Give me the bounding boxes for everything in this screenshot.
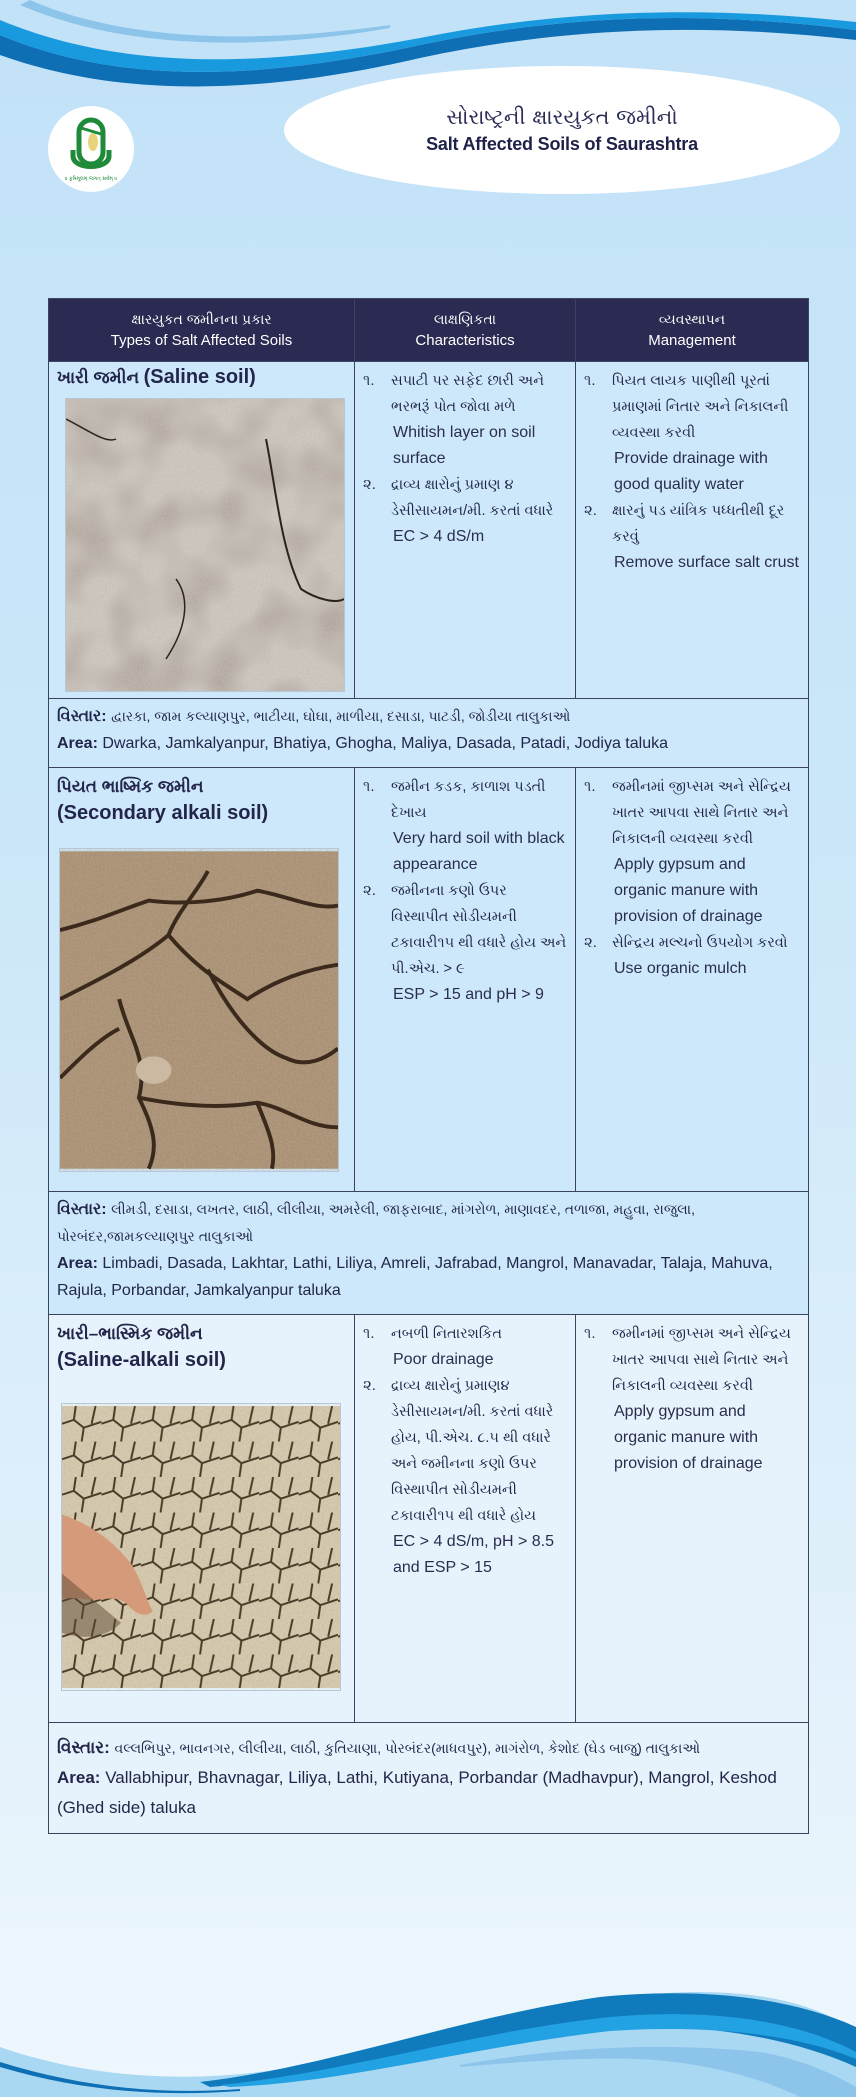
- management-gu: જમીનમાં જીપ્સમ અને સેન્દ્રિય ખાતર આપવા સાથે નિતાર અને નિકાલની વ્યવસ્થા કરવી: [612, 1326, 791, 1394]
- university-logo: [48, 106, 134, 192]
- table-row-saline-alkali-soil: [49, 1315, 809, 1723]
- characteristic-item: [363, 368, 567, 472]
- item-number: ૨.: [363, 476, 376, 493]
- saline-soil-photo: [65, 398, 345, 692]
- item-number: ૧.: [363, 372, 375, 389]
- area-cell: [49, 1192, 809, 1315]
- characteristic-item: [363, 472, 567, 550]
- characteristic-gu: સપાટી પર સફેદ છારી અને ભરભરૂં પોત જોવા મળે: [391, 373, 545, 415]
- column-header-gu: ક્ષારયુકત જમીનના પ્રકાર: [131, 311, 272, 327]
- soil-type-cell: [49, 768, 355, 1192]
- soil-type-cell: [49, 1315, 355, 1723]
- management-gu: સેન્દ્રિય મલ્ચનો ઉપયોગ કરવો: [612, 935, 788, 951]
- area-label-gu: વિસ્તાર:: [57, 1738, 110, 1757]
- characteristic-gu: નબળી નિતારશકિત: [391, 1326, 502, 1342]
- secondary-alkali-soil-photo: [59, 848, 339, 1172]
- area-cell: [49, 699, 809, 768]
- salt-soils-table: [48, 298, 809, 1834]
- soil-type-en: (Saline-alkali soil): [57, 1349, 226, 1371]
- characteristic-item: [363, 774, 567, 878]
- management-en: Apply gypsum and organic manure with provision of drainage: [614, 856, 763, 925]
- area-label-gu: વિસ્તાર:: [57, 1201, 107, 1218]
- column-header-en: Types of Salt Affected Soils: [110, 332, 293, 349]
- characteristic-gu: દ્રાવ્ય ક્ષારોનું પ્રમાણ ૪ ડેસીસાયમન/મી. કરતાં વધારે: [391, 477, 554, 519]
- logo-motto: ॥ કૃષિમૂલમ્ જગત્ સર્વમ્ ॥: [64, 176, 118, 182]
- title-gujarati: સોરાષ્ટ્રની ક્ષારયુકત જમીનો: [446, 105, 678, 129]
- characteristic-item: [363, 1321, 567, 1373]
- area-label-en: Area:: [57, 735, 98, 752]
- area-en: Limbadi, Dasada, Lakhtar, Lathi, Liliya, Amreli, Jafrabad, Mangrol, Manavadar, Talaja, Mahuva, Rajula, Porbandar, Jamkalyanpur taluka: [57, 1255, 773, 1299]
- characteristic-en: EC > 4 dS/m: [393, 528, 485, 545]
- table-header-row: [49, 299, 809, 362]
- item-number: ૨.: [584, 502, 597, 519]
- characteristic-item: [363, 878, 567, 1008]
- column-header-management: [576, 299, 809, 362]
- column-header-characteristics: [355, 299, 576, 362]
- management-en: Provide drainage with good quality water: [614, 450, 768, 493]
- characteristic-en: ESP > 15 and pH > 9: [393, 986, 544, 1003]
- column-header-en: Characteristics: [415, 332, 515, 349]
- area-en: Vallabhipur, Bhavnagar, Liliya, Lathi, Kutiyana, Porbandar (Madhavpur), Mangrol, Keshod (Ghed side) taluka: [57, 1768, 777, 1817]
- management-item: [584, 774, 800, 930]
- soil-type-gu: ખારી જમીન: [57, 368, 140, 387]
- item-number: ૧.: [584, 1325, 596, 1342]
- management-gu: જમીનમાં જીપ્સમ અને સેન્દ્રિય ખાતર આપવા સાથે નિતાર અને નિકાલની વ્યવસ્થા કરવી: [612, 779, 791, 847]
- characteristic-en: Poor drainage: [393, 1351, 494, 1368]
- item-number: ૧.: [584, 372, 596, 389]
- characteristic-gu: જમીન કડક, કાળાશ પડતી દેખાય: [391, 779, 546, 821]
- soil-type-title: [57, 364, 346, 392]
- characteristics-cell: [355, 768, 576, 1192]
- management-cell: [576, 362, 809, 699]
- bottom-wave-decoration: [0, 1987, 856, 2097]
- area-label-en: Area:: [57, 1255, 98, 1272]
- management-gu: ક્ષારનું પડ યાંત્રિક પધ્ધતીથી દૂર કરવું: [612, 503, 785, 545]
- soil-type-cell: [49, 362, 355, 699]
- characteristic-en: EC > 4 dS/m, pH > 8.5 and ESP > 15: [393, 1533, 554, 1576]
- characteristic-en: Very hard soil with black appearance: [393, 830, 565, 873]
- area-row-secondary-alkali-soil: [49, 1192, 809, 1315]
- soil-type-gu: ખારી–ભાસ્મિક જમીન: [57, 1324, 203, 1343]
- area-gu: દ્વારકા, જામ કલ્યાણપુર, ભાટીયા, ઘોઘા, માળીયા, દસાડા, પાટડી, જોડીયા તાલુકાઓ: [111, 708, 571, 724]
- area-cell: [49, 1723, 809, 1834]
- area-en: Dwarka, Jamkalyanpur, Bhatiya, Ghogha, Maliya, Dasada, Patadi, Jodiya taluka: [102, 735, 668, 752]
- management-en: Remove surface salt crust: [614, 554, 799, 571]
- item-number: ૧.: [363, 778, 375, 795]
- saline-alkali-soil-photo: [61, 1403, 341, 1691]
- characteristic-gu: જમીનના કણો ઉપર વિસ્થાપીત સોડીયમની ટકાવારી૧૫ થી વધારે હોય અને પી.એચ. > ૯: [391, 883, 567, 977]
- item-number: ૨.: [584, 934, 597, 951]
- area-gu: લીમડી, દસાડા, લખતર, લાઠી, લીલીયા, અમરેલી, જાફરાબાદ, માંગરોળ, માણાવદર, તળાજા, મહુવા, રાજુલા, પોરબંદર,જામકલ્યાણપુર તાલુકાઓ: [57, 1201, 696, 1244]
- area-gu: વલ્લભિપુર, ભાવનગર, લીલીયા, લાઠી, કુતિયાણા, પોરબંદર(માધવપુર), માગંરોળ, કેશોદ (ઘેડ બાજુ) તાલુકાઓ: [114, 1740, 701, 1756]
- item-number: ૧.: [584, 778, 596, 795]
- management-gu: પિયત લાયક પાણીથી પૂરતાં પ્રમાણમાં નિતાર અને નિકાલની વ્યવસ્થા કરવી: [612, 373, 789, 441]
- title-banner: [284, 66, 840, 194]
- soil-type-en: (Saline soil): [143, 366, 256, 388]
- characteristics-cell: [355, 1315, 576, 1723]
- management-cell: [576, 768, 809, 1192]
- characteristics-cell: [355, 362, 576, 699]
- management-item: [584, 498, 800, 576]
- characteristic-item: [363, 1373, 567, 1581]
- soil-type-gu: પિયત ભાષ્મિક જમીન: [57, 777, 204, 796]
- area-row-saline-alkali-soil: [49, 1723, 809, 1834]
- column-header-types: [49, 299, 355, 362]
- item-number: ૨.: [363, 1377, 376, 1394]
- management-en: Apply gypsum and organic manure with provision of drainage: [614, 1403, 763, 1472]
- management-item: [584, 1321, 800, 1477]
- logo-emblem-icon: [61, 114, 121, 184]
- table-row-secondary-alkali-soil: [49, 768, 809, 1192]
- item-number: ૨.: [363, 882, 376, 899]
- area-label-en: Area:: [57, 1768, 101, 1787]
- table-row-saline-soil: [49, 362, 809, 699]
- area-label-gu: વિસ્તાર:: [57, 708, 107, 725]
- area-row-saline-soil: [49, 699, 809, 768]
- characteristic-en: Whitish layer on soil surface: [393, 424, 536, 467]
- column-header-en: Management: [648, 332, 736, 349]
- management-cell: [576, 1315, 809, 1723]
- title-english: Salt Affected Soils of Saurashtra: [426, 134, 698, 154]
- column-header-gu: વ્યવસ્થાપન: [658, 311, 726, 327]
- management-item: [584, 930, 800, 982]
- column-header-gu: લાક્ષણિકતા: [433, 311, 497, 327]
- characteristic-gu: દ્રાવ્ય ક્ષારોનું પ્રમાણ૪ ડેસીસાયમન/મી. કરતાં વધારે હોય, પી.એચ. ૮.૫ થી વધારે અને જમીનના કણો ઉપર વિસ્થાપીત સોડીયમની ટકાવારી૧૫ થી વધારે હોય: [391, 1378, 554, 1524]
- item-number: ૧.: [363, 1325, 375, 1342]
- management-en: Use organic mulch: [614, 960, 747, 977]
- soil-type-en: (Secondary alkali soil): [57, 802, 269, 824]
- management-item: [584, 368, 800, 498]
